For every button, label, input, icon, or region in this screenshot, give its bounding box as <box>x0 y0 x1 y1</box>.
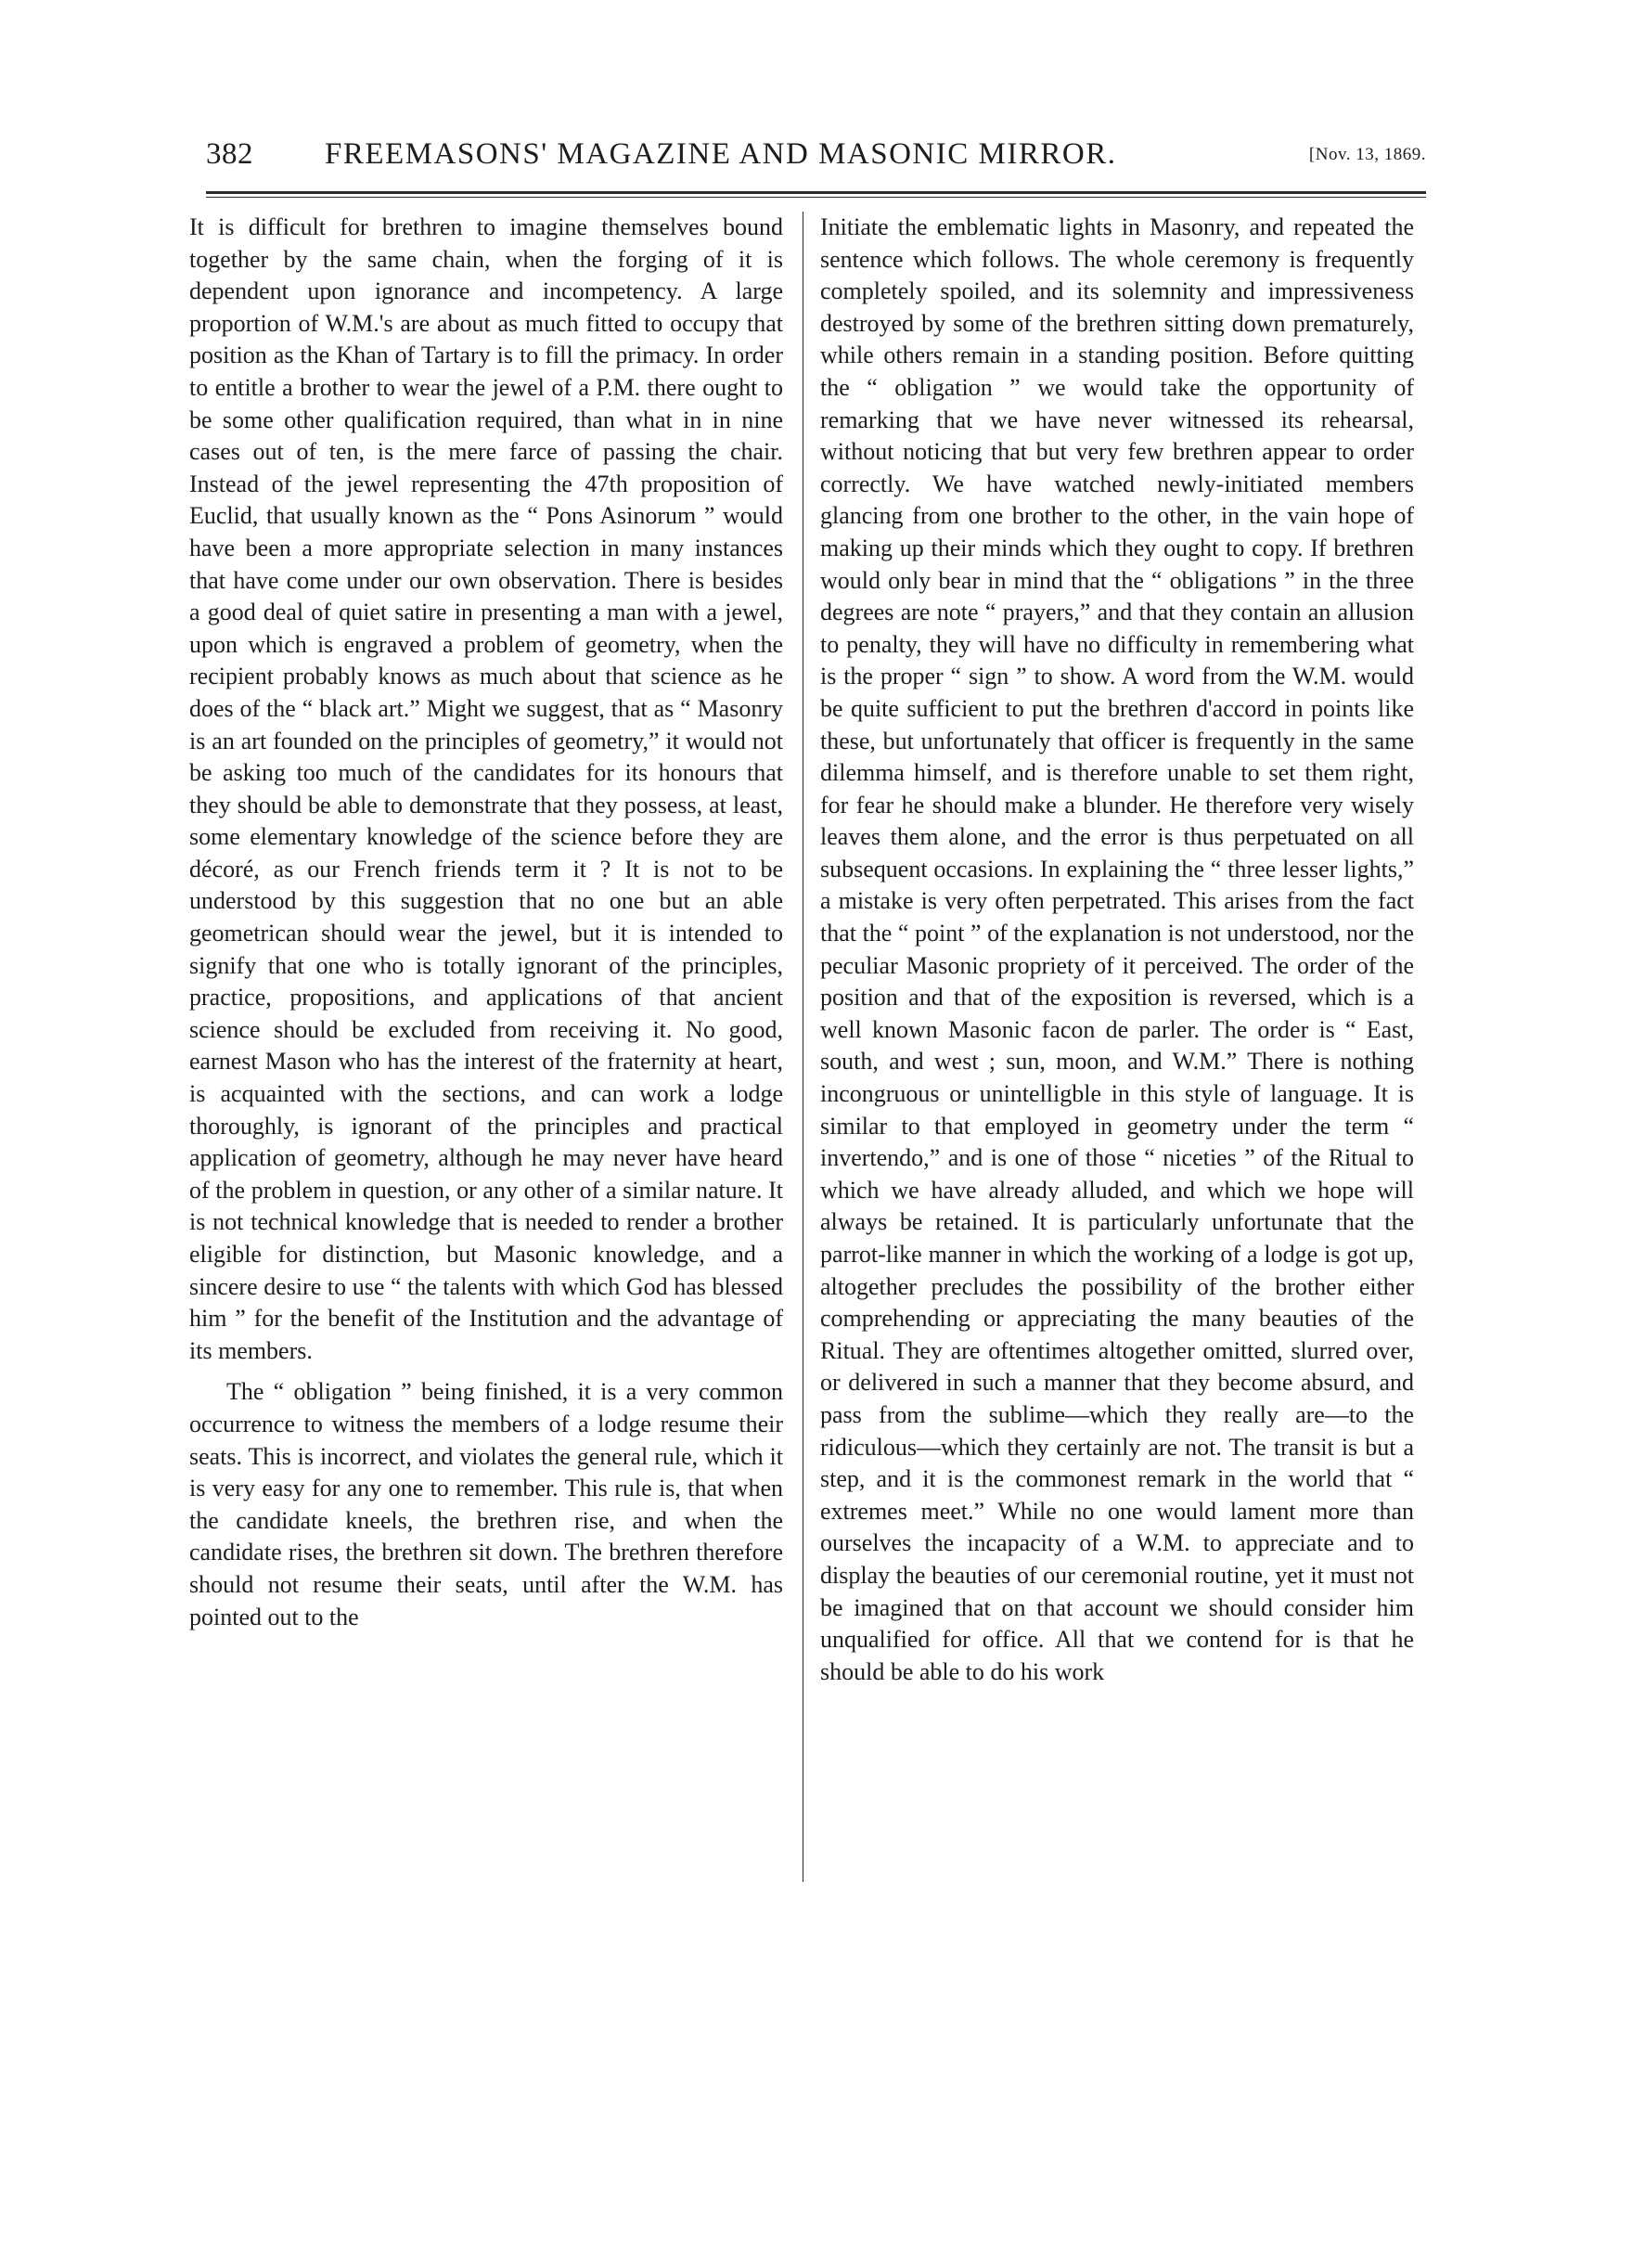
right-column <box>820 212 1414 1688</box>
left-paragraph-2: The “ obligation ” being finished, it is a very common occurrence to witness the members of a lodge resume their seats. This is incorrect, and violates the general rule, which it is very easy for any one to remember. This rule is, that when the candidate kneels, the brethren rise, and when the candidate rises, the brethren sit down. The brethren therefore should not resume their seats, until after the W.M. has pointed out to the <box>189 1378 783 1630</box>
page-number: 382 <box>206 137 253 171</box>
left-paragraph-1: It is difficult for brethren to imagine themselves bound together by the same chain, when the forging of it is dependent upon ignorance and incompetency. A large proportion of W.M.'s are about as much fitted to occupy that position as the Khan of Tartary is to fill the primacy. In order to entitle a brother to wear the jewel of a P.M. there ought to be some other qualification required, than what in in nine cases out of ten, is the mere farce of passing the chair. Instead of the jewel representing the 47th proposition of Euclid, that usually known as the “ Pons Asinorum ” would have been a more appropriate selection in many instances that have come under our own observation. There is besides a good deal of quiet satire in presenting a man with a jewel, upon which is engraved a problem of geometry, when the recipient probably knows as much about that science as he does of the “ black art.” Might we suggest, that as “ Masonry is an art founded on the principles of geometry,” it would not be asking too much of the candidates for its honours that they should be able to demonstrate that they possess, at least, some elementary knowledge of the science before they are décoré, as our French friends term it ? It is not to be understood by this suggestion that no one but an able geometrican should wear the jewel, but it is intended to signify that one who is totally ignorant of the principles, practice, propositions, and applications of that ancient science should be excluded from receiving it. No good, earnest Mason who has the interest of the fraternity at heart, is acquainted with the sections, and can work a lodge thoroughly, is ignorant of the principles and practical application of geometry, although he may never have heard of the problem in question, or any other of a similar nature. It is not technical knowledge that is needed to render a brother eligible for distinction, but Masonic knowledge, and a sincere desire to use “ the talents with which God has blessed him ” for the benefit of the Institution and the advantage of its members. <box>189 213 783 1364</box>
header-rule-thick <box>206 191 1426 194</box>
header-rule-thin <box>206 197 1426 198</box>
page-header <box>206 137 1426 174</box>
left-column <box>189 212 783 1633</box>
right-paragraph-1: Initiate the emblematic lights in Masonry, and repeated the sentence which follows. The whole ceremony is frequently completely spoiled, and its solemnity and impressiveness destroyed by some of the brethren sitting down prematurely, while others remain in a standing position. Before quitting the “ obligation ” we would take the opportunity of remarking that we have never witnessed its rehearsal, without noticing that but very few brethren appear to order correctly. We have watched newly-initiated members glancing from one brother to the other, in the vain hope of making up their minds which they ought to copy. If brethren would only bear in mind that the “ obligations ” in the three degrees are note “ prayers,” and that they contain an allusion to penalty, they will have no difficulty in remembering what is the proper “ sign ” to show. A word from the W.M. would be quite sufficient to put the brethren d'accord in points like these, but unfortunately that officer is frequently in the same dilemma himself, and is therefore unable to set them right, for fear he should make a blunder. He therefore very wisely leaves them alone, and the error is thus perpetuated on all subsequent occasions. In explaining the “ three lesser lights,” a mistake is very often perpetrated. This arises from the fact that the “ point ” of the explanation is not understood, nor the peculiar Masonic propriety of it perceived. The order of the position and that of the exposition is reversed, which is a well known Masonic facon de parler. The order is “ East, south, and west ; sun, moon, and W.M.” There is nothing incongruous or unintelligble in this style of language. It is similar to that employed in geometry under the term “ invertendo,” and is one of those “ niceties ” of the Ritual to which we have already alluded, and which we hope will always be retained. It is particularly unfortunate that the parrot-like manner in which the working of a lodge is got up, altogether precludes the possibility of the brother either comprehending or appreciating the many beauties of the Ritual. They are oftentimes altogether omitted, slurred over, or delivered in such a manner that they become absurd, and pass from the sublime—which they really are—to the ridiculous—which they certainly are not. The transit is but a step, and it is the commonest remark in the world that “ extremes meet.” While no one would lament more than ourselves the incapacity of a W.M. to appreciate and to display the beauties of our ceremonial routine, yet it must not be imagined that on that account we should consider him unqualified for office. All that we contend for is that he should be able to do his work <box>820 213 1414 1685</box>
issue-date: [Nov. 13, 1869. <box>1308 145 1426 164</box>
journal-title: FREEMASONS' MAGAZINE AND MASONIC MIRROR. <box>325 137 1117 171</box>
